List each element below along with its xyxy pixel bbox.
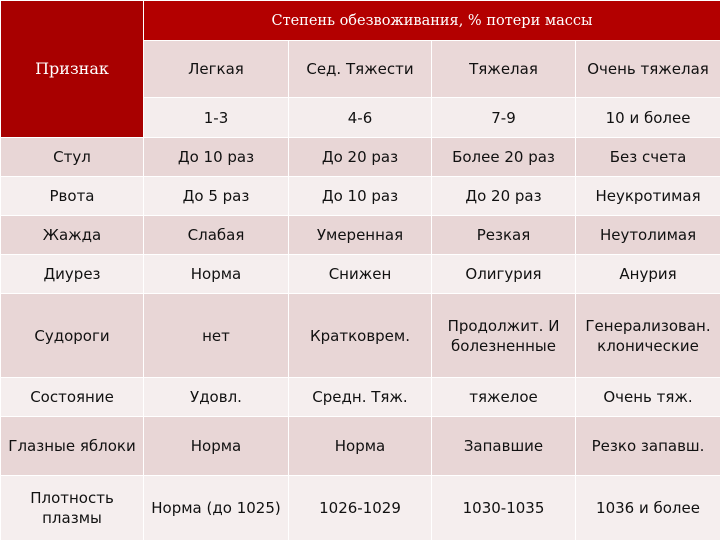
row-label: Глазные яблоки bbox=[1, 417, 144, 476]
table-row bbox=[1, 177, 720, 216]
table-cell: Кратковрем. bbox=[289, 294, 432, 378]
range-cell: 7-9 bbox=[432, 98, 576, 138]
table-cell: Норма (до 1025) bbox=[144, 476, 289, 541]
degree-header: Легкая bbox=[144, 41, 289, 98]
table-cell: Очень тяж. bbox=[576, 378, 720, 417]
row-label: Плотность плазмы bbox=[1, 476, 144, 541]
table-row bbox=[1, 417, 720, 476]
row-label: Диурез bbox=[1, 255, 144, 294]
table-cell: Норма bbox=[144, 417, 289, 476]
range-cell: 1-3 bbox=[144, 98, 289, 138]
table-cell: Продолжит. И болезненные bbox=[432, 294, 576, 378]
table-row bbox=[1, 255, 720, 294]
table-cell: Норма bbox=[144, 255, 289, 294]
table-cell: тяжелое bbox=[432, 378, 576, 417]
row-label: Рвота bbox=[1, 177, 144, 216]
table-row bbox=[1, 476, 720, 541]
table-cell: Слабая bbox=[144, 216, 289, 255]
table-cell: Неукротимая bbox=[576, 177, 720, 216]
row-label: Жажда bbox=[1, 216, 144, 255]
table-cell: До 10 раз bbox=[144, 138, 289, 177]
range-cell: 4-6 bbox=[289, 98, 432, 138]
table-row bbox=[1, 138, 720, 177]
table-cell: Снижен bbox=[289, 255, 432, 294]
table-cell: Анурия bbox=[576, 255, 720, 294]
row-label: Состояние bbox=[1, 378, 144, 417]
table-cell: Удовл. bbox=[144, 378, 289, 417]
table-cell: Норма bbox=[289, 417, 432, 476]
table-row bbox=[1, 216, 720, 255]
feature-header: Признак bbox=[1, 1, 144, 138]
table-cell: Без счета bbox=[576, 138, 720, 177]
table-cell: 1026-1029 bbox=[289, 476, 432, 541]
row-label: Стул bbox=[1, 138, 144, 177]
table-row bbox=[1, 294, 720, 378]
table-cell: Генерализован. клонические bbox=[576, 294, 720, 378]
table-row bbox=[1, 378, 720, 417]
table-cell: Олигурия bbox=[432, 255, 576, 294]
table-cell: До 5 раз bbox=[144, 177, 289, 216]
table-cell: До 20 раз bbox=[432, 177, 576, 216]
table-cell: Неутолимая bbox=[576, 216, 720, 255]
table-cell: До 20 раз bbox=[289, 138, 432, 177]
table-cell: До 10 раз bbox=[289, 177, 432, 216]
table-cell: Умеренная bbox=[289, 216, 432, 255]
table-cell: 1030-1035 bbox=[432, 476, 576, 541]
table-cell: Резкая bbox=[432, 216, 576, 255]
table-cell: 1036 и более bbox=[576, 476, 720, 541]
degree-header: Очень тяжелая bbox=[576, 41, 720, 98]
range-cell: 10 и более bbox=[576, 98, 720, 138]
table-cell: Более 20 раз bbox=[432, 138, 576, 177]
table-cell: Средн. Тяж. bbox=[289, 378, 432, 417]
row-label: Судороги bbox=[1, 294, 144, 378]
degree-header: Тяжелая bbox=[432, 41, 576, 98]
degree-header: Сед. Тяжести bbox=[289, 41, 432, 98]
table-cell: Запавшие bbox=[432, 417, 576, 476]
table-cell: Резко запавш. bbox=[576, 417, 720, 476]
group-header: Степень обезвоживания, % потери массы bbox=[144, 1, 720, 41]
table-cell: нет bbox=[144, 294, 289, 378]
